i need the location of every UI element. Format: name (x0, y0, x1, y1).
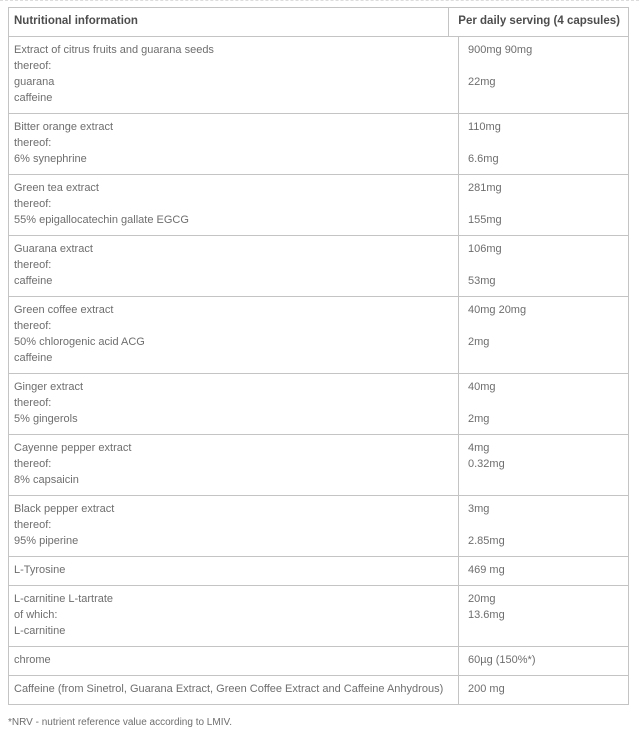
amount-line (468, 350, 620, 366)
amount-line (468, 517, 620, 533)
header-label-ingredients: Nutritional information (14, 15, 138, 27)
table-row (9, 557, 628, 586)
ingredient-cell (9, 236, 459, 296)
amount-line: 469 mg (468, 564, 505, 576)
ingredient-cell (9, 374, 459, 434)
amount-line: 4mg (468, 442, 490, 454)
amount-cell (459, 676, 628, 704)
ingredient-cell (9, 435, 459, 495)
amount-line: 0.32mg (468, 458, 505, 470)
ingredient-line: L-carnitine (14, 625, 66, 637)
amount-cell (459, 435, 628, 495)
amount-line (468, 58, 620, 74)
ingredient-line: caffeine (14, 352, 53, 364)
ingredient-cell (9, 586, 459, 646)
ingredient-line: 8% capsaicin (14, 474, 79, 486)
amount-line: 2.85mg (468, 535, 505, 547)
amount-line (468, 623, 620, 639)
ingredient-line: thereof: (14, 458, 52, 470)
ingredient-cell (9, 647, 459, 675)
amount-line: 6.6mg (468, 153, 499, 165)
header-cell-per-serving (449, 8, 628, 36)
ingredient-line: L-Tyrosine (14, 564, 66, 576)
ingredient-line: Extract of citrus fruits and guarana seeds (14, 44, 214, 56)
table-header-row (9, 8, 628, 37)
amount-line: 3mg (468, 503, 490, 515)
amount-line (468, 196, 620, 212)
amount-line: 20mg (468, 593, 496, 605)
table-row (9, 676, 628, 704)
amount-line: 2mg (468, 413, 490, 425)
amount-cell (459, 374, 628, 434)
amount-line (468, 472, 620, 488)
amount-line: 40mg 20mg (468, 304, 527, 316)
ingredient-line: Guarana extract (14, 243, 93, 255)
ingredient-cell (9, 676, 459, 704)
amount-line: 200 mg (468, 683, 505, 695)
ingredient-line: thereof: (14, 259, 52, 271)
table-row (9, 114, 628, 175)
amount-cell (459, 236, 628, 296)
footnote: *NRV - nutrient reference value according to LMIV. (8, 717, 233, 728)
ingredient-line: Cayenne pepper extract (14, 442, 132, 454)
amount-cell (459, 297, 628, 373)
table-row (9, 435, 628, 496)
ingredient-line: L-carnitine L-tartrate (14, 593, 114, 605)
table-row (9, 374, 628, 435)
amount-line: 106mg (468, 243, 502, 255)
nutrition-table (8, 7, 629, 705)
amount-line: 40mg (468, 381, 496, 393)
table-row (9, 37, 628, 114)
ingredient-cell (9, 297, 459, 373)
amount-line (468, 90, 620, 106)
amount-line: 900mg 90mg (468, 44, 533, 56)
header-label-per-serving: Per daily serving (4 capsules) (458, 15, 620, 27)
ingredient-line: thereof: (14, 397, 52, 409)
amount-line: 13.6mg (468, 609, 505, 621)
table-row (9, 175, 628, 236)
ingredient-line: Ginger extract (14, 381, 84, 393)
ingredient-line: Caffeine (from Sinetrol, Guarana Extract, Green Coffee Extract and Caffeine Anhydrous) (14, 683, 444, 695)
amount-line (468, 257, 620, 273)
ingredient-line: Green coffee extract (14, 304, 114, 316)
ingredient-cell (9, 114, 459, 174)
table-row (9, 297, 628, 374)
ingredient-cell (9, 496, 459, 556)
amount-cell (459, 586, 628, 646)
ingredient-line: Bitter orange extract (14, 121, 114, 133)
ingredient-line: 95% piperine (14, 535, 79, 547)
amount-cell (459, 37, 628, 113)
header-cell-nutritional-information (9, 8, 449, 36)
ingredient-line: 55% epigallocatechin gallate EGCG (14, 214, 189, 226)
amount-line: 53mg (468, 275, 496, 287)
ingredient-line: guarana (14, 76, 55, 88)
ingredient-line: thereof: (14, 60, 52, 72)
amount-line (468, 318, 620, 334)
ingredient-line: thereof: (14, 320, 52, 332)
amount-cell (459, 114, 628, 174)
page-top-divider (0, 0, 639, 1)
ingredient-line: Black pepper extract (14, 503, 115, 515)
amount-line: 110mg (468, 121, 501, 133)
ingredient-line: of which: (14, 609, 58, 621)
ingredient-line: thereof: (14, 519, 52, 531)
ingredient-line: thereof: (14, 137, 52, 149)
ingredient-cell (9, 37, 459, 113)
ingredient-line: 5% gingerols (14, 413, 78, 425)
amount-cell (459, 496, 628, 556)
table-row (9, 647, 628, 676)
amount-line (468, 135, 620, 151)
ingredient-line: Green tea extract (14, 182, 99, 194)
table-row (9, 236, 628, 297)
amount-cell (459, 647, 628, 675)
table-body (9, 37, 628, 704)
table-row (9, 586, 628, 647)
ingredient-cell (9, 175, 459, 235)
ingredient-line: caffeine (14, 275, 53, 287)
amount-cell (459, 557, 628, 585)
ingredient-line: 50% chlorogenic acid ACG (14, 336, 145, 348)
amount-line: 281mg (468, 182, 502, 194)
ingredient-cell (9, 557, 459, 585)
amount-line: 155mg (468, 214, 502, 226)
amount-line: 2mg (468, 336, 490, 348)
ingredient-line: chrome (14, 654, 51, 666)
amount-line: 22mg (468, 76, 496, 88)
ingredient-line: thereof: (14, 198, 52, 210)
ingredient-line: caffeine (14, 92, 53, 104)
table-row (9, 496, 628, 557)
amount-line (468, 395, 620, 411)
amount-cell (459, 175, 628, 235)
ingredient-line: 6% synephrine (14, 153, 87, 165)
amount-line: 60µg (150%*) (468, 654, 536, 666)
